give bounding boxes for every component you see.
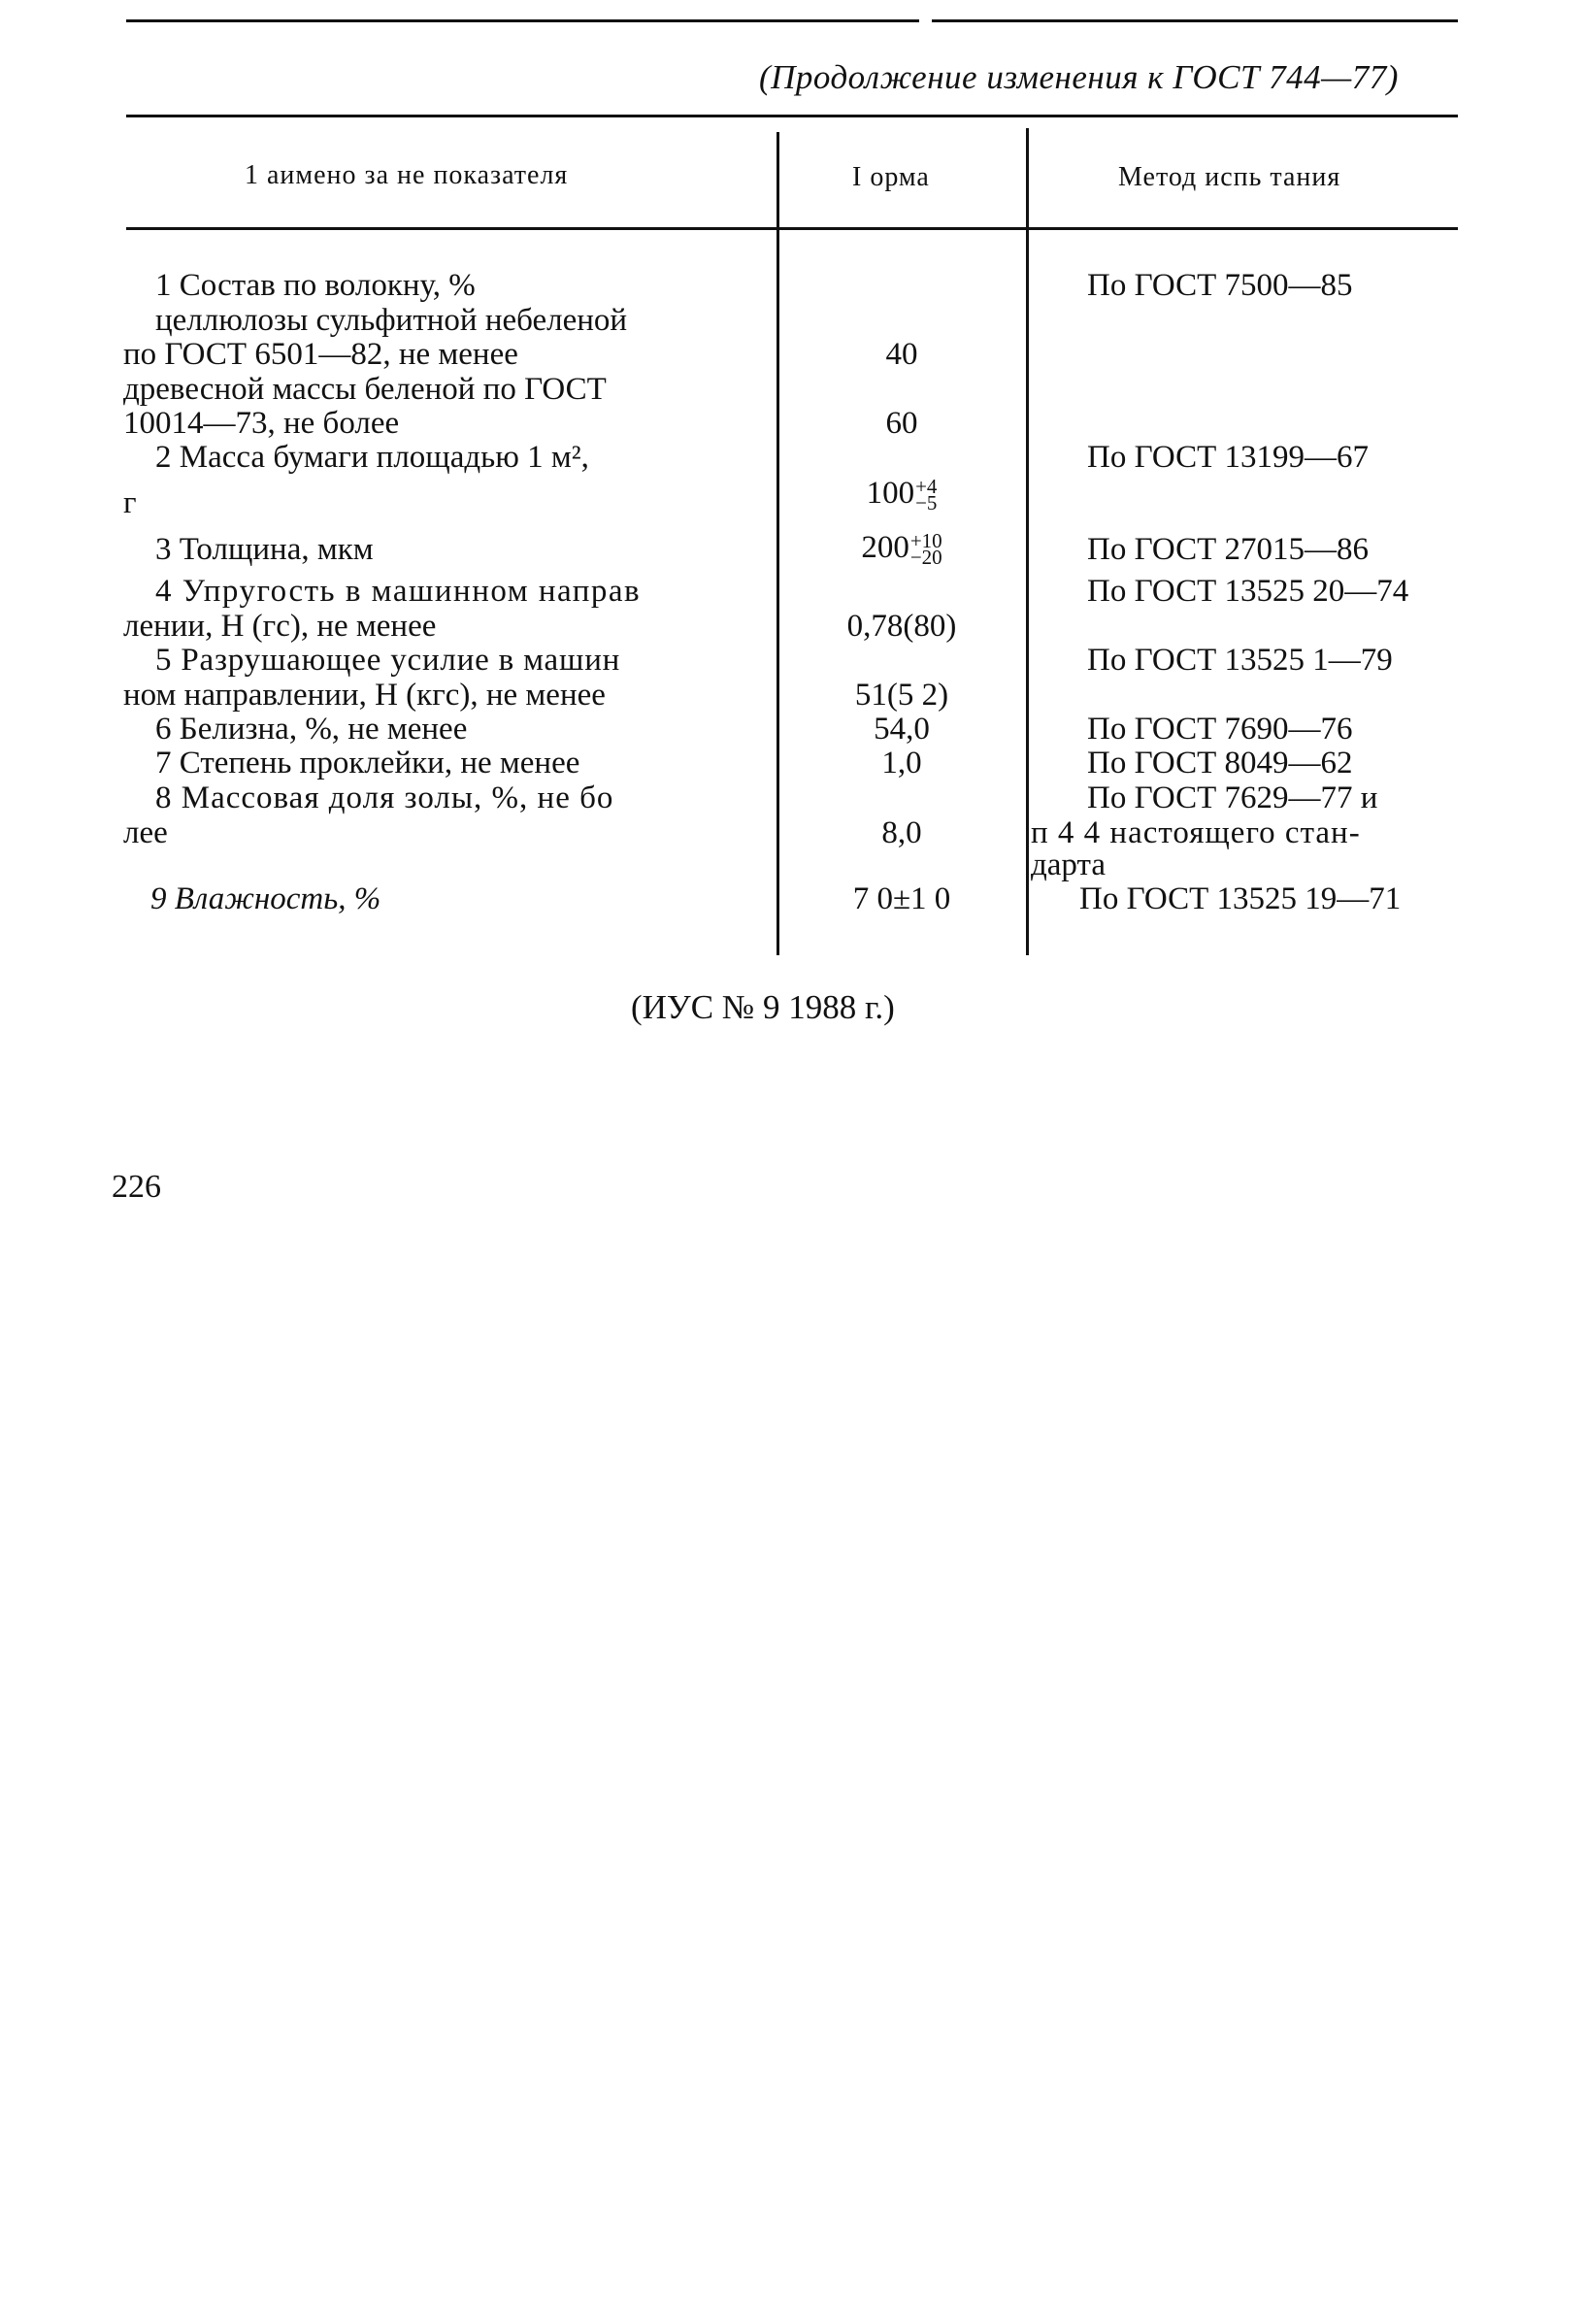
row4-line2: лении, Н (гс), не менее [123, 609, 437, 644]
row2-norm-lower: −5 [915, 491, 938, 515]
top-rule-right [932, 19, 1458, 22]
row1-method: По ГОСТ 7500—85 [1087, 268, 1353, 303]
table-header-rule [126, 227, 1458, 230]
continuation-caption: (Продолжение изменения к ГОСТ 744—77) [759, 58, 1399, 96]
table-top-rule [126, 115, 1458, 117]
row8-line2: лее [123, 815, 168, 850]
row4-norm: 0,78(80) [846, 609, 957, 644]
row8-method-line3: дарта [1031, 847, 1106, 882]
row8-norm: 8,0 [881, 815, 922, 850]
row9-line1: 9 Влажность, % [150, 881, 381, 916]
row2-line2: г [123, 485, 137, 520]
row1a-line1-text: целлюлозы сульфитной небеленой [155, 303, 628, 338]
page-number: 226 [112, 1169, 161, 1205]
row6-line1: 6 Белизна, %, не менее [155, 712, 468, 747]
row8-method-line2: п 4 4 настоящего стан- [1031, 815, 1361, 850]
row9-norm: 7 0±1 0 [852, 881, 951, 916]
row6-norm: 54,0 [874, 712, 930, 747]
row2-norm [776, 475, 1027, 515]
row5-norm: 51(5 2) [854, 678, 949, 713]
row2-method: По ГОСТ 13199—67 [1087, 440, 1369, 475]
row3-method: По ГОСТ 27015—86 [1087, 532, 1369, 567]
row1a-norm: 40 [885, 337, 918, 372]
row1-title: 1 Состав по волокну, % [155, 268, 476, 303]
row9-method: По ГОСТ 13525 19—71 [1079, 881, 1402, 916]
row5-line2: ном направлении, Н (кгс), не менее [123, 678, 606, 713]
row7-norm: 1,0 [881, 746, 922, 780]
row7-line1: 7 Степень проклейки, не менее [155, 746, 580, 780]
column-header-norm: I орма [852, 162, 930, 192]
row3-line1: 3 Толщина, мкм [155, 532, 374, 567]
row2-line1: 2 Масса бумаги площадью 1 м², [155, 440, 589, 475]
column-header-name: 1 аимено за не показателя [245, 160, 569, 190]
row5-line1: 5 Разрушающее усилие в машин [155, 643, 621, 678]
row1b-line1: древесной массы беленой по ГОСТ [123, 372, 607, 407]
top-rule-left [126, 19, 919, 22]
row2-norm-tolerance [915, 475, 938, 515]
row6-method: По ГОСТ 7690—76 [1087, 712, 1353, 747]
row3-norm-lower: −20 [909, 546, 942, 570]
row2-norm-upper: +4 [915, 475, 938, 499]
row1b-line2: 10014—73, не более [123, 406, 400, 441]
row1a-line2: по ГОСТ 6501—82, не менее [123, 337, 518, 372]
row5-method: По ГОСТ 13525 1—79 [1087, 643, 1393, 678]
row8-method-line1: По ГОСТ 7629—77 и [1087, 780, 1378, 815]
row7-method: По ГОСТ 8049—62 [1087, 746, 1353, 780]
row3-norm [776, 529, 1027, 570]
row4-line1: 4 Упругость в машинном направ [155, 574, 642, 609]
row1a-line1 [155, 303, 734, 338]
row4-method: По ГОСТ 13525 20—74 [1087, 574, 1409, 609]
row3-norm-tolerance [909, 529, 942, 570]
row8-line1: 8 Массовая доля золы, %, не бо [155, 780, 614, 815]
row3-norm-upper: +10 [909, 529, 942, 553]
column-header-method: Метод испь тания [1118, 162, 1341, 192]
row2-norm-base: 100 [866, 476, 915, 511]
row3-norm-base: 200 [861, 530, 909, 565]
row1b-norm: 60 [885, 406, 918, 441]
footer-source: (ИУС № 9 1988 г.) [631, 988, 895, 1026]
